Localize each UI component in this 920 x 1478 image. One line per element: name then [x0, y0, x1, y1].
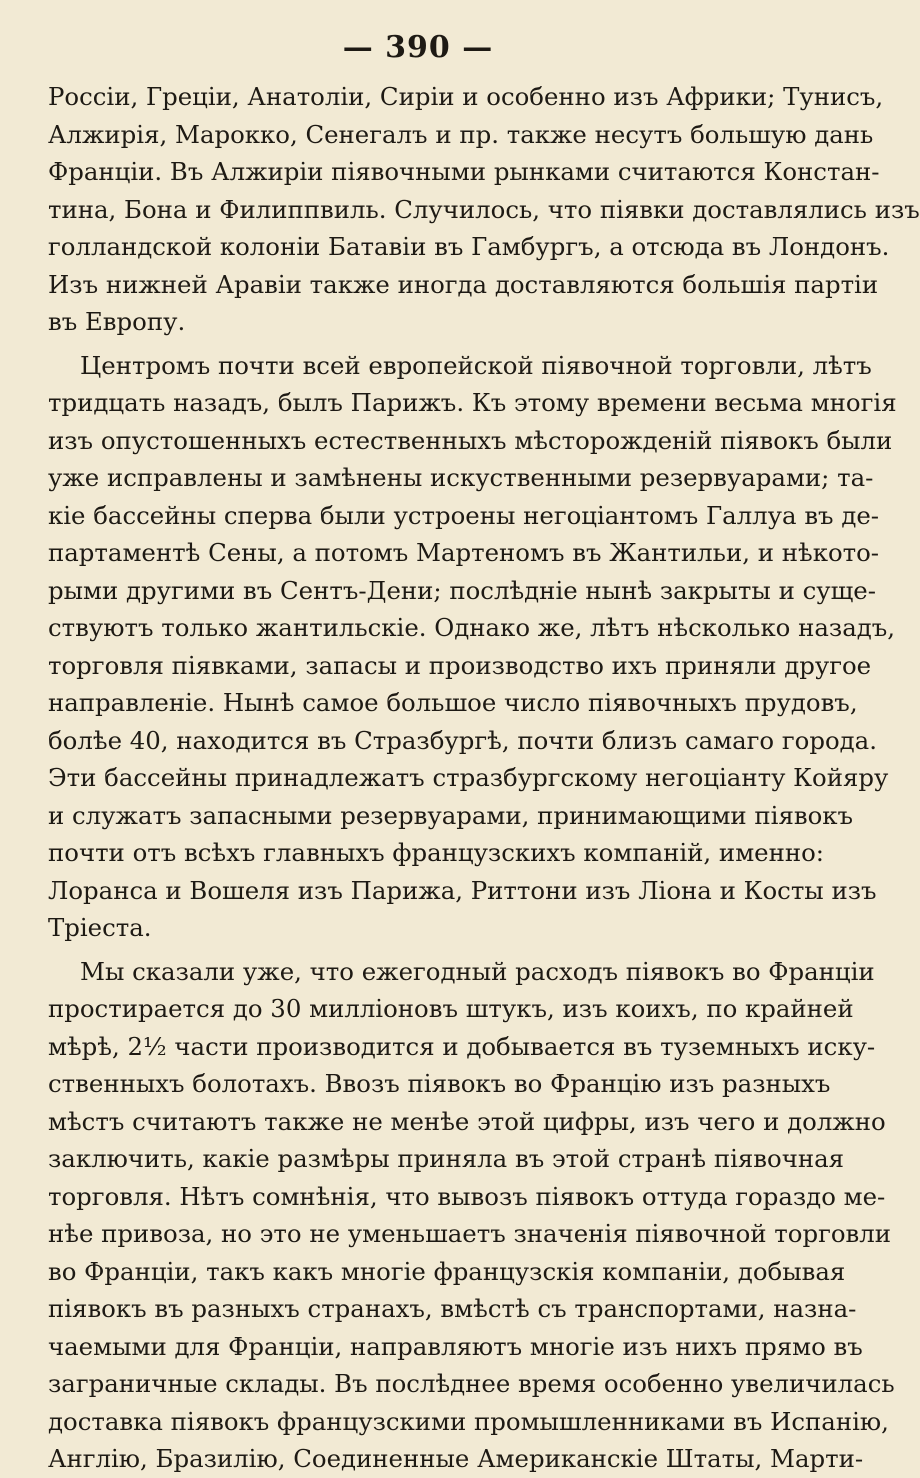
text-line: почти отъ всѣхъ главныхъ французскихъ компаній, именно:	[48, 838, 825, 867]
text-line: во Франціи, такъ какъ многіе французскія компаніи, добывая	[48, 1256, 846, 1286]
text-line: мѣстъ считаютъ также не менѣе этой цифры, изъ чего и должно	[48, 1106, 886, 1136]
text-line: Мы сказали уже, что ежегодный расходъ піявокъ во Франціи	[80, 956, 875, 986]
text-line: нѣе привоза, но это не уменьшаетъ значенія піявочной торговли	[48, 1219, 892, 1248]
text-line: Центромъ почти всей европейской піявочной торговли, лѣтъ	[80, 350, 872, 380]
text-line: заграничные склады. Въ послѣднее время особенно увеличилась	[48, 1369, 895, 1398]
text-line: направленіе. Нынѣ самое большое число піявочныхъ прудовъ,	[48, 688, 858, 717]
text-line: торговля піявками, запасы и производство ихъ приняли другое	[48, 650, 872, 680]
text-line: изъ опустошенныхъ естественныхъ мѣсторожденій піявокъ были	[48, 425, 893, 455]
text-line: и служатъ запасными резервуарами, принимающими піявокъ	[48, 800, 854, 830]
text-line: рыми другими въ Сентъ-Дени; послѣдніе нынѣ закрыты и суще-	[48, 575, 876, 605]
text-line: заключить, какіе размѣры приняла въ этой странѣ піявочная	[48, 1144, 845, 1173]
text-line: Англію, Бразилію, Соединенные Американскіе Штаты, Марти-	[48, 1444, 864, 1473]
page-text	[48, 78, 920, 1478]
text-line: доставка піявокъ французскими промышленниками въ Испанію,	[48, 1406, 889, 1436]
text-line: Лоранса и Вошеля изъ Парижа, Риттони изъ Ліона и Косты изъ	[48, 875, 877, 905]
text-line: торговля. Нѣтъ сомнѣнія, что вывозъ піявокъ оттуда гораздо ме-	[48, 1181, 886, 1211]
text-line: простирается до 30 милліоновъ штукъ, изъ коихъ, по крайней	[48, 994, 854, 1023]
text-line: Эти бассейны принадлежатъ стразбургскому негоціанту Койяру	[48, 763, 889, 792]
text-line: ствуютъ только жантильскіе. Однако же, лѣтъ нѣсколько назадъ,	[48, 613, 896, 642]
text-line: піявокъ въ разныхъ странахъ, вмѣстѣ съ транспортами, назна-	[48, 1294, 857, 1323]
text-line: тридцать назадъ, былъ Парижъ. Къ этому времени весьма многія	[48, 388, 897, 417]
text-line: въ Европу.	[48, 307, 186, 336]
page-number: — 390 —	[342, 30, 494, 65]
text-line: кіе бассейны сперва были устроены негоціантомъ Галлуа въ де-	[48, 500, 880, 530]
paragraph	[48, 78, 920, 341]
text-line: Тріеста.	[48, 913, 152, 942]
paragraph	[48, 953, 895, 1478]
text-line: Франціи. Въ Алжиріи піявочными рынками считаются Констан-	[48, 157, 880, 186]
text-line: уже исправлены и замѣнены искуственными резервуарами; та-	[48, 463, 874, 492]
text-line: чаемыми для Франціи, направляютъ многіе изъ нихъ прямо въ	[48, 1331, 863, 1361]
text-line: мѣрѣ, 2½ части производится и добывается въ туземныхъ иску-	[48, 1031, 876, 1061]
text-line: тина, Бона и Филиппвиль. Случилось, что піявки доставлялись изъ	[48, 194, 920, 224]
text-line: Алжирія, Марокко, Сенегалъ и пр. также несутъ большую дань	[48, 119, 874, 149]
text-line: болѣе 40, находится въ Стразбургѣ, почти близъ самаго города.	[48, 725, 877, 755]
text-line: Россіи, Греціи, Анатоліи, Сиріи и особенно изъ Африки; Тунисъ,	[48, 82, 884, 111]
text-line: Изъ нижней Аравіи также иногда доставляются большія партіи	[48, 269, 879, 299]
paragraph	[48, 347, 897, 947]
text-line: голландской колоніи Батавіи въ Гамбургъ, а отсюда въ Лондонъ.	[48, 232, 890, 261]
text-line: партаментѣ Сены, а потомъ Мартеномъ въ Жантильи, и нѣкото-	[48, 538, 880, 567]
text-line: ственныхъ болотахъ. Ввозъ піявокъ во Францію изъ разныхъ	[48, 1069, 831, 1098]
